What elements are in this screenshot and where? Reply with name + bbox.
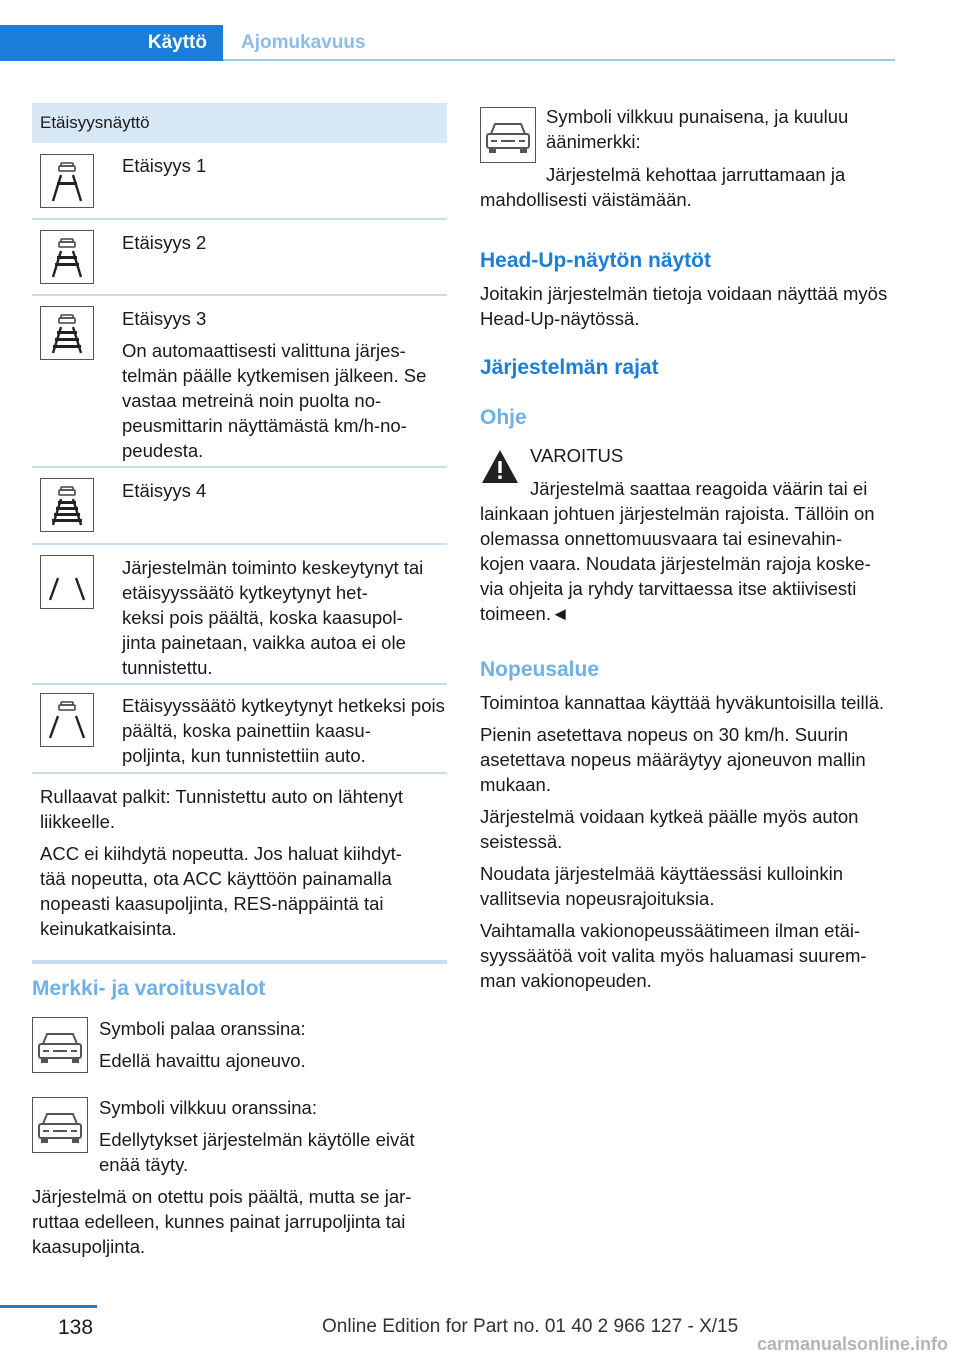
row-text: Etäisyys 2 bbox=[122, 232, 207, 253]
table-footnote bbox=[32, 774, 447, 964]
table-row bbox=[32, 296, 447, 468]
page-header bbox=[0, 25, 895, 61]
symbol-1-line-1: Symboli palaa oranssina: bbox=[99, 1018, 306, 1039]
row-text: Etäisyyssäätö kytkeytynyt hetkeksi pois päältä, koska painettiin kaasu- poljinta, kun tunnistettiin auto. bbox=[122, 695, 445, 766]
tab-kaytto[interactable]: Käyttö bbox=[0, 25, 223, 61]
car-ahead-orange-icon bbox=[32, 1017, 88, 1073]
car-ahead-blinking-orange-icon bbox=[32, 1097, 88, 1153]
symbol-2-line-1: Symboli vilkkuu oranssina: bbox=[99, 1097, 317, 1118]
speed-paragraph: Järjestelmä voidaan kytkeä päälle myös auton seistessä. bbox=[480, 806, 859, 852]
row-text: Järjestelmän toiminto keskeytynyt tai etäisyyssäätö kytkeytynyt het- keksi pois päältä, koska kaasupol- jinta painetaan, vaikka autoa ei ole tunnistettu. bbox=[122, 557, 424, 678]
table-row bbox=[32, 220, 447, 296]
row-label: Etäisyys 3 bbox=[122, 308, 207, 329]
row-text: Etäisyys 1 bbox=[122, 155, 207, 176]
distance-display-table bbox=[32, 103, 447, 964]
system-off-text: Järjestelmä on otettu pois päältä, mutta se jar- ruttaa edelleen, kunnes painat jarrupoljinta tai kaasupoljinta. bbox=[32, 1186, 412, 1257]
speed-paragraph: Noudata järjestelmää käyttäessäsi kulloinkin vallitsevia nopeusrajoituksia. bbox=[480, 863, 843, 909]
table-row bbox=[32, 143, 447, 220]
section-title-speed-range: Nopeusalue bbox=[480, 658, 600, 681]
section-title-hud: Head-Up-näytön näytöt bbox=[480, 249, 711, 272]
speed-range-text bbox=[480, 690, 895, 1000]
watermark: carmanualsonline.info bbox=[756, 1334, 948, 1354]
symbol-1-description bbox=[99, 1016, 447, 1080]
table-heading: Etäisyysnäyttö bbox=[32, 103, 447, 143]
row-text: Etäisyys 4 bbox=[122, 480, 207, 501]
system-interrupted-icon bbox=[40, 555, 94, 609]
edition-text: Online Edition for Part no. 01 40 2 966 127 - X/15 bbox=[322, 1316, 739, 1337]
symbol-2-line-2: Edellytykset järjestelmän käytölle eivät enää täyty. bbox=[99, 1129, 415, 1175]
footnote-text: ACC ei kiihdytä nopeutta. Jos haluat kiihdyt- tää nopeutta, ota ACC käyttöön painamalla nopeasti kaasupoljinta, RES-näppäintä tai keinukatkaisinta. bbox=[40, 843, 402, 939]
distance-1-icon bbox=[40, 154, 94, 208]
speed-paragraph: Vaihtamalla vakionopeussäätimeen ilman etäi- syyssäätöä voit valita myös haluamasi suurem- man vakionopeuden. bbox=[480, 920, 867, 991]
symbol-1-line-2: Edellä havaittu ajoneuvo. bbox=[99, 1050, 306, 1071]
speed-paragraph: Toimintoa kannattaa käyttää hyväkuntoisilla teillä. bbox=[480, 692, 885, 713]
table-row bbox=[32, 468, 447, 545]
tab-ajomukavuus[interactable]: Ajomukavuus bbox=[241, 32, 366, 53]
footer-accent-line bbox=[0, 1305, 97, 1308]
section-title-limits: Järjestelmän rajat bbox=[480, 356, 659, 379]
table-row bbox=[32, 545, 447, 685]
section-title-indicators: Merkki- ja varoitusvalot bbox=[32, 977, 266, 1000]
warning-label: VAROITUS bbox=[530, 445, 624, 466]
table-row bbox=[32, 685, 447, 774]
symbol-2-description bbox=[99, 1095, 447, 1184]
symbol-3-line-2: Järjestelmä kehottaa jarruttamaan ja mahdollisesti väistämään. bbox=[480, 164, 846, 210]
distance-paused-icon bbox=[40, 693, 94, 747]
car-ahead-red-icon bbox=[480, 107, 536, 163]
header-divider bbox=[223, 59, 895, 61]
distance-3-icon bbox=[40, 306, 94, 360]
row-text: On automaattisesti valittuna järjes- telmän päälle kytkemisen jälkeen. Se vastaa metreinä noin puolta no- peusmittarin näyttämästä km/h-no- peudesta. bbox=[122, 340, 427, 461]
speed-paragraph: Pienin asetettava nopeus on 30 km/h. Suurin asetettava nopeus määräytyy ajoneuvon mallin mukaan. bbox=[480, 724, 866, 795]
hud-text: Joitakin järjestelmän tietoja voidaan näyttää myös Head-Up-näytössä. bbox=[480, 283, 888, 329]
distance-2-icon bbox=[40, 230, 94, 284]
distance-4-icon bbox=[40, 478, 94, 532]
warning-text: Järjestelmä saattaa reagoida väärin tai ei lainkaan johtuen järjestelmän rajoista. Tällöin on olemassa onnettomuusvaara tai esinevahin- kojen vaara. Noudata järjestelmän rajoja koske- via ohjeita ja ryhdy tarvittaessa itse aktiivisesti toimeen.◄ bbox=[480, 478, 875, 624]
footnote-text: Rullaavat palkit: Tunnistettu auto on lähtenyt liikkeelle. bbox=[40, 786, 404, 832]
section-title-note: Ohje bbox=[480, 406, 527, 429]
symbol-3-line-1: Symboli vilkkuu punaisena, ja kuuluu äänimerkki: bbox=[546, 106, 849, 152]
page-number: 138 bbox=[58, 1316, 94, 1339]
